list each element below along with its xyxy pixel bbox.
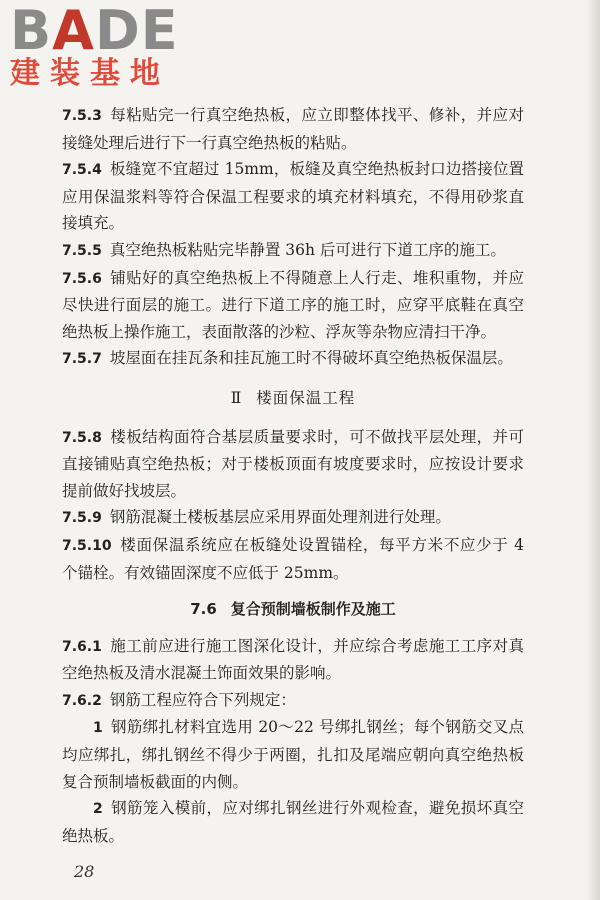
page-number: 28 [74,862,95,881]
paragraph-group-b [62,424,524,587]
list-item-text: 钢筋绑扎材料宜选用 20～22 号绑扎钢丝；每个钢筋交叉点均应绑扎，绑扎钢丝不得少于两圈，扎扣及尾端应朝向真空绝热板复合预制墙板截面的内侧。 [62,718,524,791]
clause-paragraph [62,424,524,505]
bade-logo [10,0,179,92]
clause-text: 施工前应进行施工图深化设计，并应综合考虑施工工序对真空绝热板及清水混凝土饰面效果的影响。 [62,636,524,683]
logo-letter: D [94,0,141,62]
clause-number: 7.5.6 [62,270,102,287]
clause-text: 板缝宽不宜超过 15mm，板缝及真空绝热板封口边搭接位置应用保温浆料等符合保温工程要求的填充材料填充，不得用砂浆直接填充。 [62,160,524,233]
clause-paragraph [62,504,524,532]
clause-text: 楼面保温系统应在板缝处设置锚栓，每平方米不应少于 4 个锚栓。有效锚固深度不应低于 25mm。 [62,535,524,582]
clause-paragraph [62,102,524,156]
paragraph-group-c [62,633,524,715]
clause-paragraph [62,156,524,237]
section-heading [62,596,524,623]
clause-text: 真空绝热板粘贴完毕静置 36h 后可进行下道工序的施工。 [109,240,506,259]
list-item [62,714,524,795]
clause-number: 7.5.3 [62,108,102,124]
clause-text: 钢筋混凝土楼板基层应采用界面处理剂进行处理。 [109,508,451,527]
clause-paragraph [62,633,524,687]
clause-text: 坡屋面在挂瓦条和挂瓦施工时不得破坏真空绝热板保温层。 [109,349,513,368]
clause-text: 楼板结构面符合基层质量要求时，可不做找平层处理，并可直接铺贴真空绝热板；对于楼板顶面有坡度要求时，应按设计要求提前做好找坡层。 [62,427,524,500]
clause-number: 7.5.10 [62,537,112,554]
clause-paragraph [62,687,524,715]
clause-paragraph [62,532,524,586]
document-body [62,102,524,849]
item-list [62,714,524,849]
clause-number: 7.5.5 [62,242,102,259]
logo-letter: A [52,0,95,62]
clause-number: 7.5.8 [62,429,102,446]
subheading-title: 楼面保温工程 [256,388,356,407]
clause-number: 7.6.2 [62,692,102,709]
clause-paragraph [62,237,524,265]
subheading [62,385,524,412]
clause-text: 铺贴好的真空绝热板上不得随意上人行走、堆积重物，并应尽快进行面层的施工。进行下道工序的施工时，应穿平底鞋在真空绝热板上操作施工，表面散落的沙粒、浮灰等杂物应清扫干净。 [62,268,524,341]
clause-text: 钢筋工程应符合下列规定： [109,690,296,709]
list-item-text: 钢筋笼入模前，应对绑扎钢丝进行外观检查，避免损坏真空绝热板。 [62,799,524,845]
clause-text: 每粘贴完一行真空绝热板，应立即整体找平、修补，并应对接缝处理后进行下一行真空绝热板的粘贴。 [62,106,524,152]
list-item [62,795,524,849]
paragraph-group-a [62,102,524,373]
logo-subtitle: 建装基地 [10,56,170,91]
subheading-roman: Ⅱ [230,388,243,407]
clause-paragraph [62,265,524,346]
clause-number: 7.5.7 [62,351,102,368]
logo-letter: E [140,0,179,62]
list-item-number: 1 [93,720,103,737]
page-edge-shadow [586,0,600,900]
logo-letter: B [10,0,53,62]
section-number: 7.6 [190,600,217,619]
section-title: 复合预制墙板制作及施工 [230,600,396,619]
clause-number: 7.5.9 [62,510,102,527]
clause-paragraph [62,345,524,373]
clause-number: 7.5.4 [62,162,102,179]
clause-number: 7.6.1 [62,638,102,655]
list-item-number: 2 [93,801,103,818]
logo-letters [10,0,179,62]
